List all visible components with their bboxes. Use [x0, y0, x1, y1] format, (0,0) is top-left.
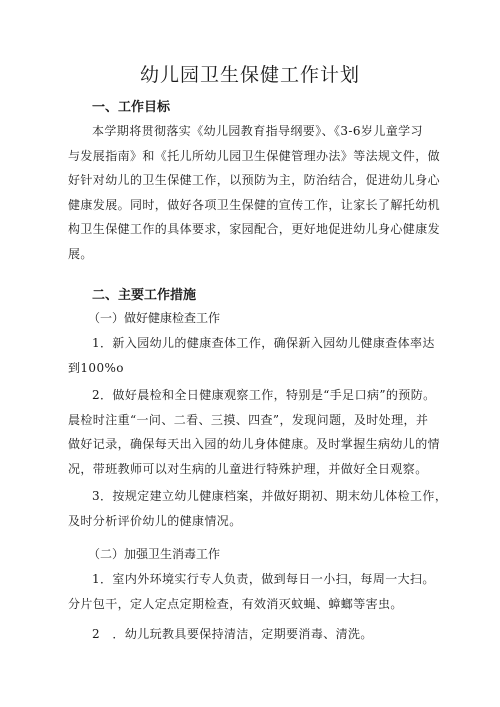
- sub1-item1: 1．新入园幼儿的健康查体工作，确保新入园幼儿健康查体率达 到100%o: [68, 336, 435, 375]
- sub1-item3: 3．按规定建立幼儿健康档案，并做好期初、期末幼儿体检工作， 及时分析评价幼儿的健康情况。: [68, 489, 448, 528]
- sub1-item2: 2．做好晨检和全日健康观察工作，特别是“手足口病”的预防。 晨检时注重“一问、二看、三摸、四查”，发现问题，及时处理，并 做好记录，确保每天出入园的幼儿身体健康。及时掌握生病幼儿的情 况，带班教师可以对生病的儿童进行特殊护理，并做好全日观察。: [68, 388, 441, 476]
- sub2-item2: 2 ．幼儿玩教具要保持清洁，定期要消毒、清洗。: [92, 627, 373, 641]
- section1-line-6: 展。: [68, 246, 93, 261]
- subsection2-label: （二）加强卫生消毒工作: [88, 547, 221, 561]
- section1-line-4: 健康发展。同时，做好各项卫生保健的宣传工作，让家长了解托幼机: [68, 197, 441, 212]
- sub2-item1: 1．室内外环境实行专人负责，做到每日一小扫，每周一大扫。 分片包干，定人定点定期检查，有效消灭蚊蝇、蟑螂等害虫。: [68, 572, 435, 611]
- section1-heading: 一、工作目标: [92, 100, 171, 115]
- section1-paragraph: [68, 119, 440, 266]
- section1-line-3: 好针对幼儿的卫生保健工作，以预防为主，防治结合，促进幼儿身心: [68, 173, 441, 187]
- subsection1-label: （一）做好健康检查工作: [88, 311, 221, 325]
- section1-line-2: 与发展指南》和《托儿所幼儿园卫生保健管理办法》等法规文件，做: [68, 148, 441, 163]
- section2-heading: 二、主要工作措施: [92, 288, 197, 303]
- section1-line-1: 本学期将贯彻落实《幼儿园教育指导纲要》、《3-6岁儿童学习: [92, 124, 423, 138]
- document-title: 幼儿园卫生保健工作计划: [139, 64, 360, 86]
- section1-line-5: 构卫生保健工作的具体要求，家园配合，更好地促进幼儿身心健康发: [68, 222, 441, 236]
